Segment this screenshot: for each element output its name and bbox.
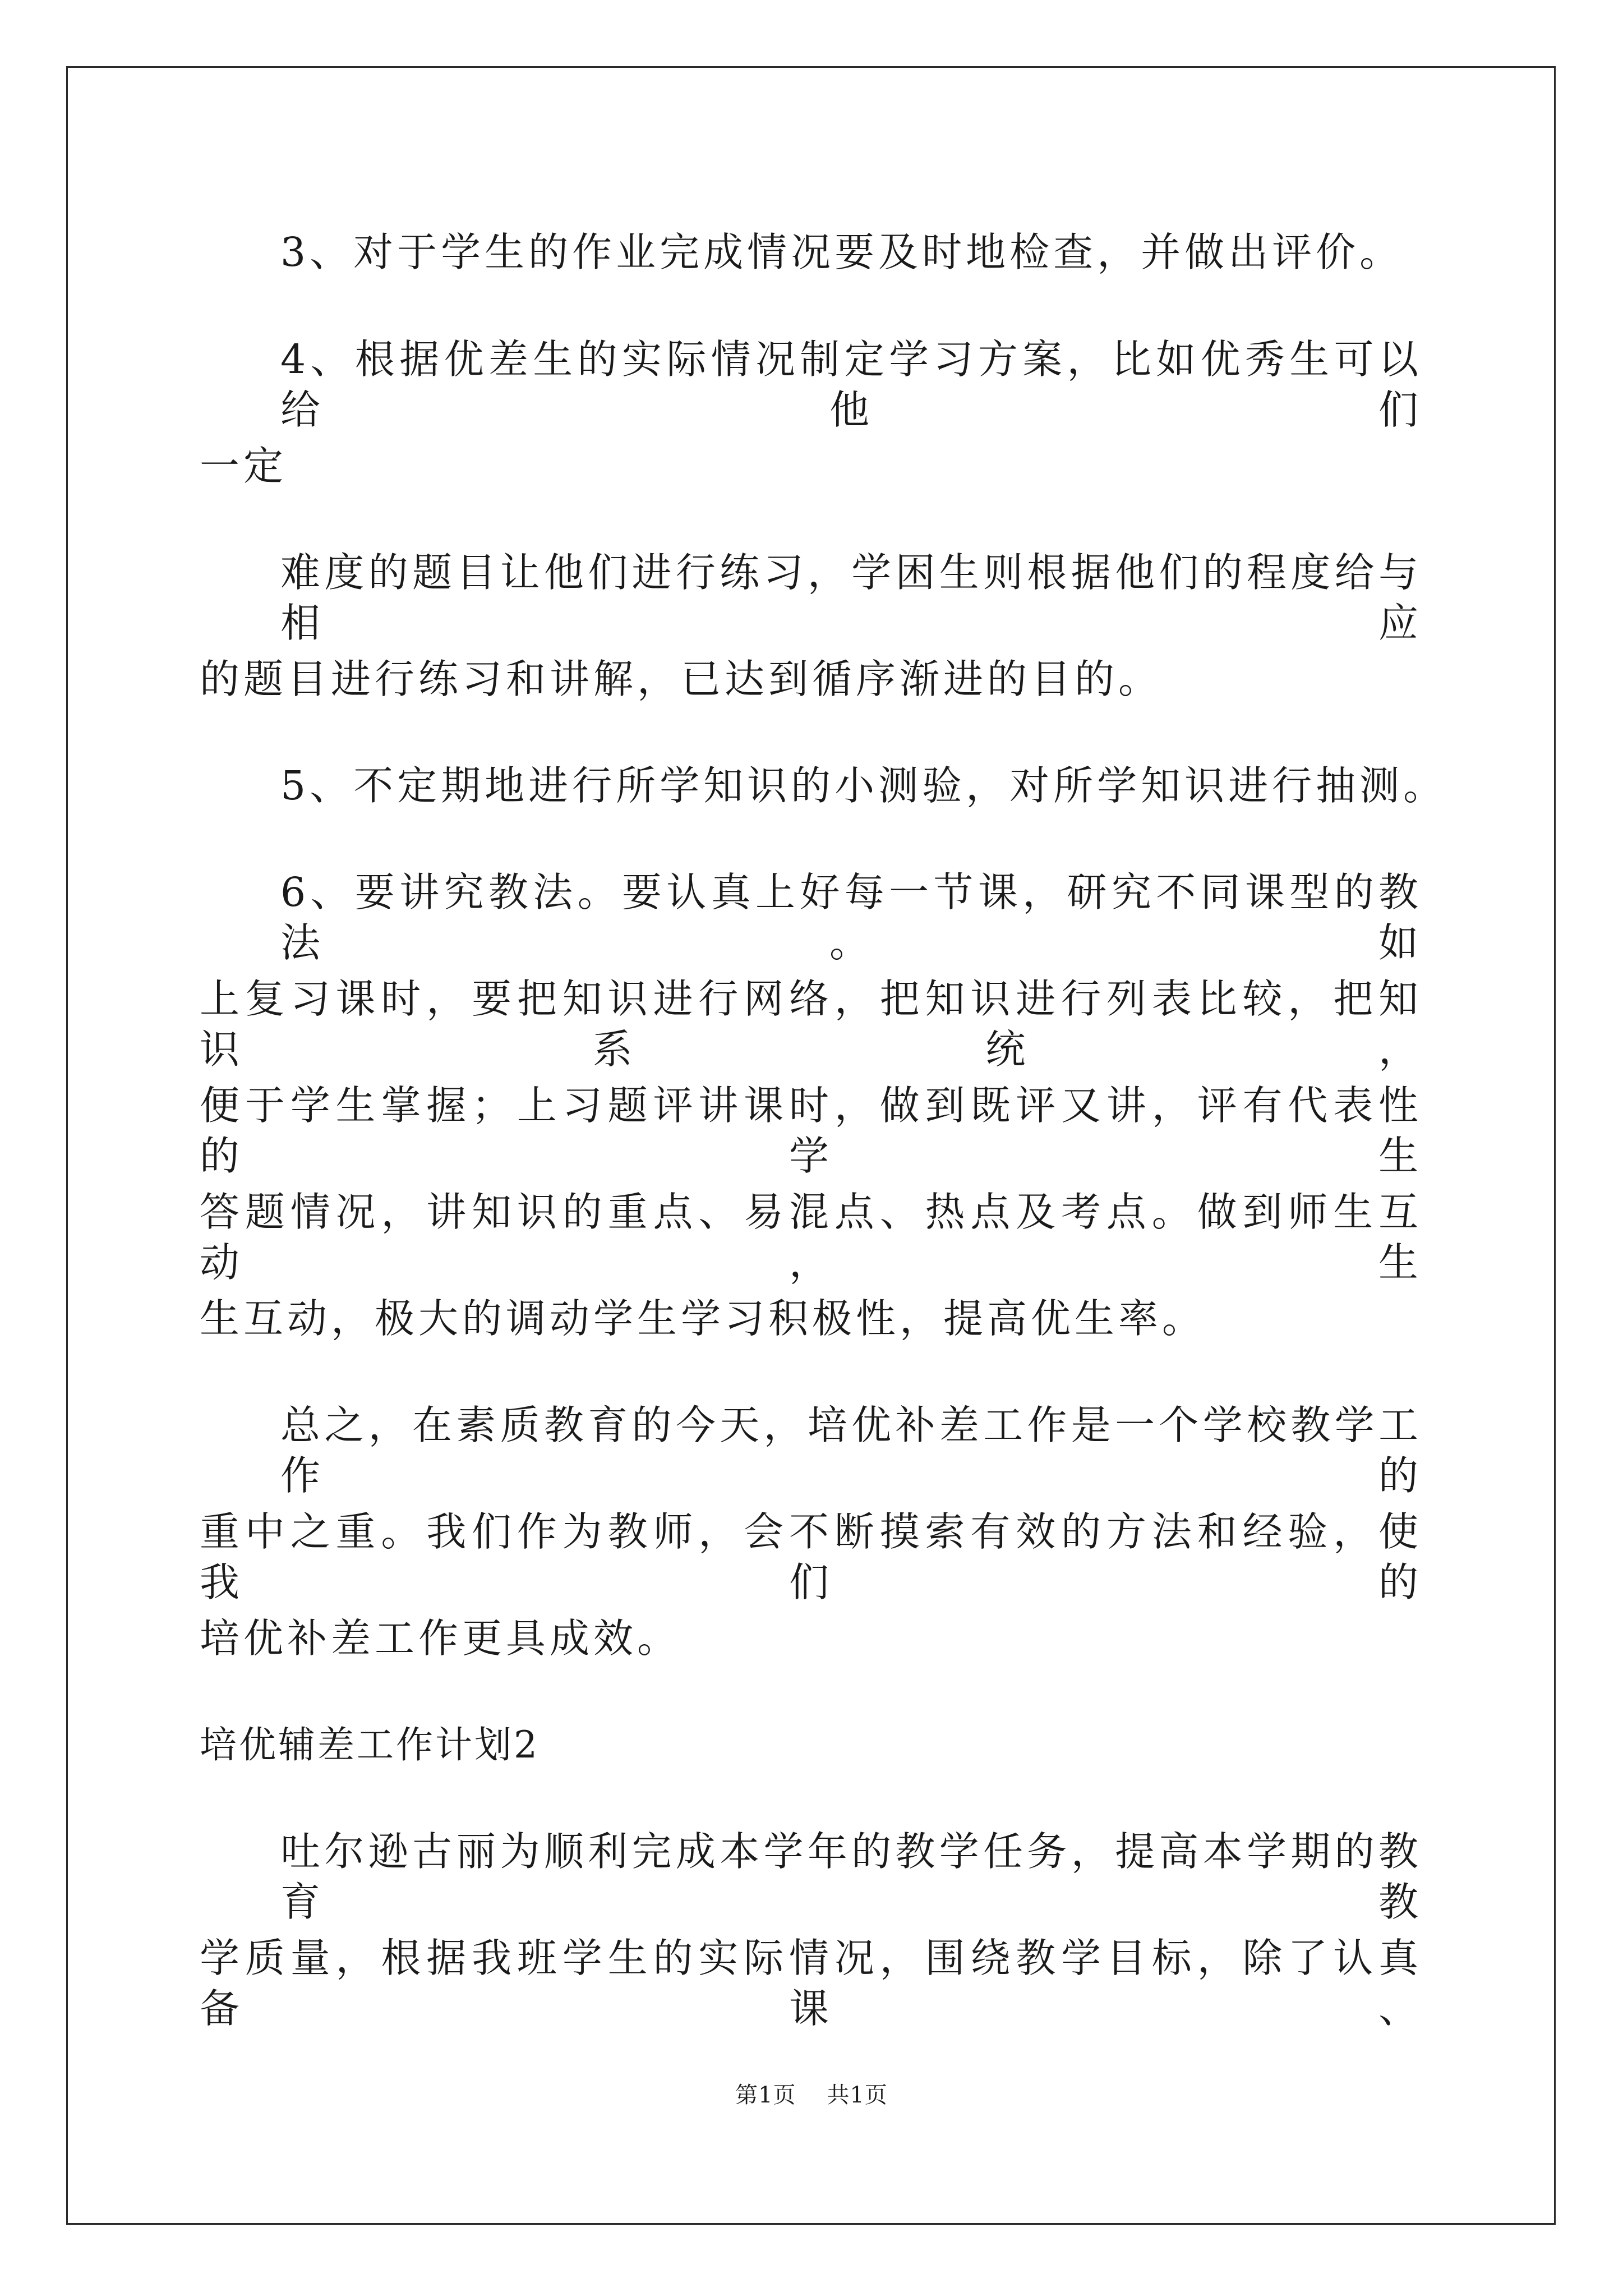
paragraph-line: 重中之重。我们作为教师，会不断摸索有效的方法和经验，使我们的 [200,1508,1422,1605]
paragraph-line: 总之，在素质教育的今天，培优补差工作是一个学校教学工作的 [280,1402,1422,1499]
section-heading: 培优辅差工作计划2 [200,1723,540,1766]
paragraph-line: 的题目进行练习和讲解，已达到循序渐进的目的。 [200,656,1163,702]
paragraph-line: 答题情况，讲知识的重点、易混点、热点及考点。做到师生互动，生 [200,1189,1422,1286]
page-footer [0,2081,1623,2109]
paragraph-line: 培优补差工作更具成效。 [200,1615,681,1662]
paragraph-line: 一定 [200,443,288,489]
page-number: 第1页 [735,2082,796,2108]
paragraph-line: 便于学生掌握；上习题评讲课时，做到既评又讲，评有代表性的学生 [200,1082,1422,1179]
paragraph-line: 吐尔逊古丽为顺利完成本学年的教学任务，提高本学期的教育教 [280,1828,1422,1925]
paragraph-line: 5、不定期地进行所学知识的小测验，对所学知识进行抽测。 [280,762,1447,809]
page-total: 共1页 [827,2082,888,2108]
paragraph-line: 难度的题目让他们进行练习，学困生则根据他们的程度给与相应 [280,549,1422,646]
paragraph-line: 4、根据优差生的实际情况制定学习方案，比如优秀生可以给他们 [280,336,1422,433]
paragraph-line: 学质量，根据我班学生的实际情况，围绕教学目标，除了认真备课、 [200,1935,1422,2032]
paragraph-line: 生互动，极大的调动学生学习积极性，提高优生率。 [200,1295,1206,1342]
paragraph-line: 3、对于学生的作业完成情况要及时地检查，并做出评价。 [280,229,1404,275]
paragraph-line: 上复习课时，要把知识进行网络，把知识进行列表比较，把知识系统， [200,976,1422,1073]
paragraph-line: 6、要讲究教法。要认真上好每一节课，研究不同课型的教法。如 [280,869,1422,966]
